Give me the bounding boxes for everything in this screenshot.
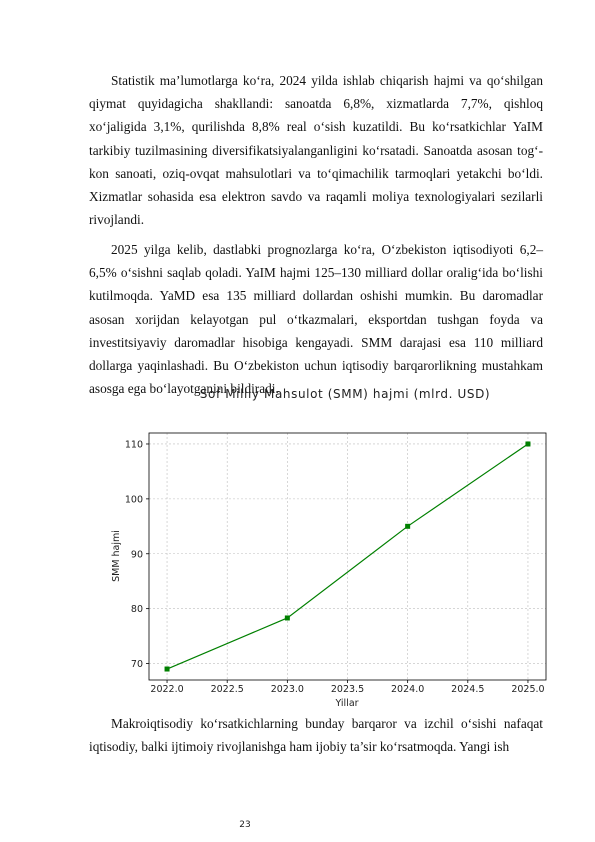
y-tick-label: 90 bbox=[130, 549, 143, 561]
y-axis-label: SMM hajmi bbox=[111, 530, 122, 582]
chart-svg bbox=[100, 384, 560, 714]
y-tick-label: 100 bbox=[124, 494, 143, 506]
x-axis-label: Yillar bbox=[335, 698, 359, 709]
x-tick-label: 2022.5 bbox=[210, 684, 244, 695]
data-point bbox=[165, 667, 170, 672]
chart-grid bbox=[149, 433, 546, 680]
data-point bbox=[285, 615, 290, 620]
y-tick-label: 70 bbox=[130, 659, 143, 671]
x-tick-label: 2025.0 bbox=[511, 684, 545, 695]
chart-ticks bbox=[125, 439, 545, 695]
x-tick-label: 2022.0 bbox=[150, 684, 184, 695]
x-tick-label: 2024.5 bbox=[451, 684, 485, 695]
x-tick-label: 2023.0 bbox=[270, 684, 304, 695]
paragraph-3: Makroiqtisodiy ko‘rsatkichlarning bunday barqaror va izchil o‘sishi nafaqat iqtisodiy, balki ijtimoiy rivojlanishga ham ijobiy ta’sir ko‘rsatmoqda. Yangi ish bbox=[89, 716, 543, 755]
chart-title: Sof Milliy Mahsulot (SMM) hajmi (mlrd. USD) bbox=[199, 387, 491, 401]
x-tick-label: 2023.5 bbox=[330, 684, 365, 695]
page-number: 23 bbox=[239, 820, 251, 830]
data-point bbox=[525, 441, 530, 446]
paragraph-2: 2025 yilga kelib, dastlabki prognozlarga ko‘ra, O‘zbekiston iqtisodiyoti 6,2–6,5% o‘sishni saqlab qoladi. YaIM hajmi 125–130 milliard dollar oralig‘ida bo‘lishi kutilmoqda. YaMD esa 135 milliard dollardan oshishi mumkin. Bu daromadlar asosan xorijdan kelayotgan pul o‘tkazmalari, eksportdan tushgan foyda va investitsiyaviy daromadlar hisobiga kengayadi. SMM darajasi esa 110 milliard dollarga yaqinlashadi. Bu O‘zbekiston uchun iqtisodiy barqarorlikning mustahkam asosga ega bo‘layotganini bildiradi. bbox=[89, 242, 543, 397]
y-tick-label: 80 bbox=[130, 604, 143, 616]
data-point bbox=[405, 524, 410, 529]
x-tick-label: 2024.0 bbox=[391, 684, 425, 695]
y-tick-label: 110 bbox=[124, 439, 143, 451]
smm-chart bbox=[100, 384, 560, 714]
paragraph-1: Statistik ma’lumotlarga ko‘ra, 2024 yilda ishlab chiqarish hajmi va qo‘shilgan qiymat quyidagicha shakllandi: sanoatda 6,8%, xizmatlarda 7,7%, qishloq xo‘jaligida 3,1%, qurilishda 8,8% real o‘sish kuzatildi. Bu ko‘rsatkichlar YaIM tarkibiy tuzilmasining diversifikatsiyalanganligini ko‘rsatadi. Sanoatda asosan tog‘-kon sanoati, oziq-ovqat mahsulotlari va to‘qimachilik tarmoqlari yetakchi bo‘ldi. Xizmatlar sohasida esa elektron savdo va raqamli moliya texnologiyalari sezilarli rivojlandi. bbox=[89, 73, 543, 228]
